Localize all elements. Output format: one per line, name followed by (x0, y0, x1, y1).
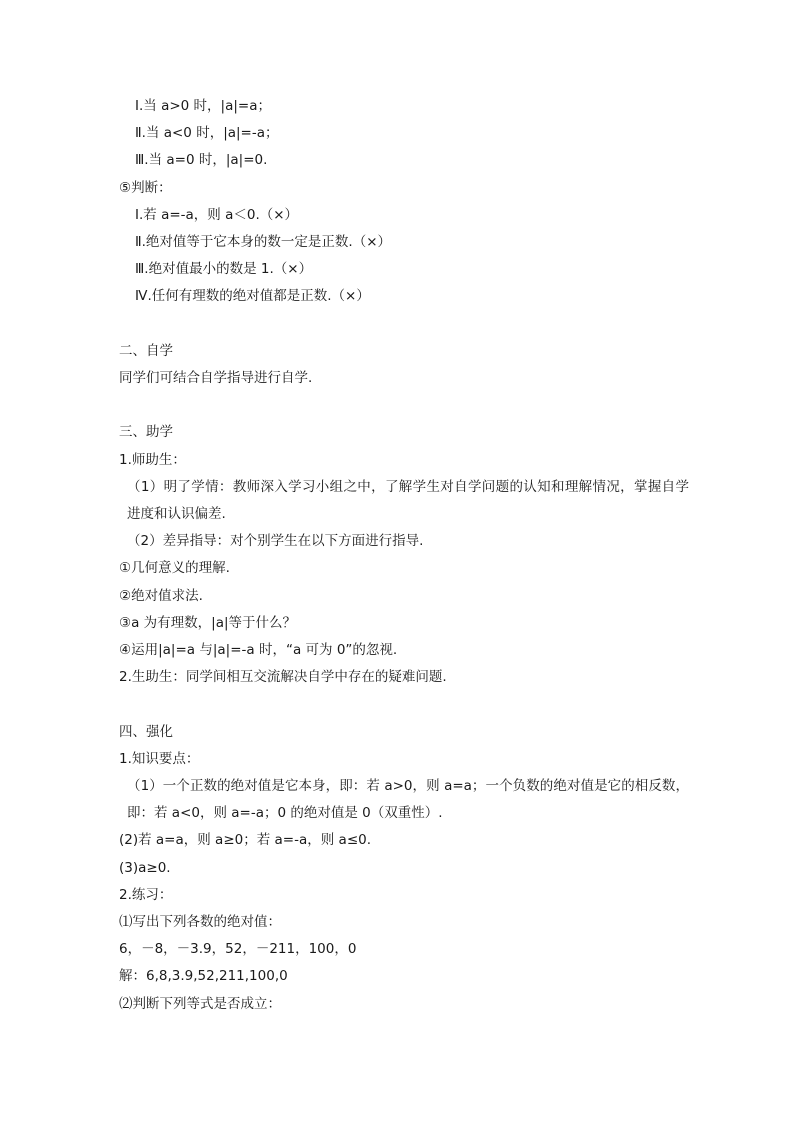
section-heading-assist: 三、助学 (119, 424, 173, 441)
assist-point-4: ④运用|a|=a 与|a|=-a 时，“a 可为 0”的忽视. (119, 642, 398, 659)
assist-point-1: ①几何意义的理解. (119, 560, 230, 577)
key-point-2: (2)若 a=a，则 a≥0；若 a=-a，则 a≤0. (119, 832, 372, 849)
document-content (119, 93, 689, 1018)
judge-heading: ⑤判断： (119, 179, 172, 196)
self-study-text: 同学们可结合自学指导进行自学. (119, 370, 313, 387)
judge-item-2: Ⅱ.绝对值等于它本身的数一定是正数.（×） (135, 234, 392, 251)
spacer (119, 311, 689, 338)
key-points-heading: 1.知识要点： (119, 750, 200, 767)
exercise-1-prompt: ⑴写出下列各数的绝对值： (119, 914, 281, 931)
practice-heading: 2.练习： (119, 886, 173, 903)
student-help-text: 2.生助生：同学间相互交流解决自学中存在的疑难问题. (119, 669, 447, 686)
judge-item-4: Ⅳ.任何有理数的绝对值都是正数.（×） (135, 288, 370, 305)
teacher-help-heading: 1.师助生： (119, 451, 186, 468)
assist-paragraph-2: （2）差异指导：对个别学生在以下方面进行指导. (127, 533, 424, 550)
case-negative: Ⅱ.当 a<0 时，|a|=-a； (135, 125, 279, 142)
exercise-1-answer: 解：6,8,3.9,52,211,100,0 (119, 968, 288, 985)
section-heading-self-study: 二、自学 (119, 342, 173, 359)
case-positive: Ⅰ.当 a>0 时，|a|=a； (135, 98, 271, 114)
assist-point-3: ③a 为有理数，|a|等于什么？ (119, 614, 297, 631)
spacer (119, 691, 689, 718)
key-point-1: （1）一个正数的绝对值是它本身，即：若 a>0，则 a=a；一个负数的绝对值是它的相反数，即：若 a<0，则 a=-a；0 的绝对值是 0（双重性）. (127, 778, 689, 822)
judge-item-1: Ⅰ.若 a=-a，则 a＜0.（×） (135, 206, 299, 223)
key-point-3: (3)a≥0. (119, 859, 171, 876)
assist-point-2: ②绝对值求法. (119, 587, 203, 604)
exercise-1-numbers: 6，－8，－3.9，52，－211，100，0 (119, 941, 357, 958)
judge-item-3: Ⅲ.绝对值最小的数是 1.（×） (135, 261, 313, 278)
section-heading-reinforce: 四、强化 (119, 723, 173, 740)
exercise-2-prompt: ⑵判断下列等式是否成立： (119, 995, 281, 1012)
assist-paragraph-1: （1）明了学情：教师深入学习小组之中，了解学生对自学问题的认知和理解情况，掌握自学进度和认识偏差. (127, 478, 689, 523)
spacer (119, 392, 689, 419)
case-zero: Ⅲ.当 a=0 时，|a|=0. (135, 152, 268, 169)
